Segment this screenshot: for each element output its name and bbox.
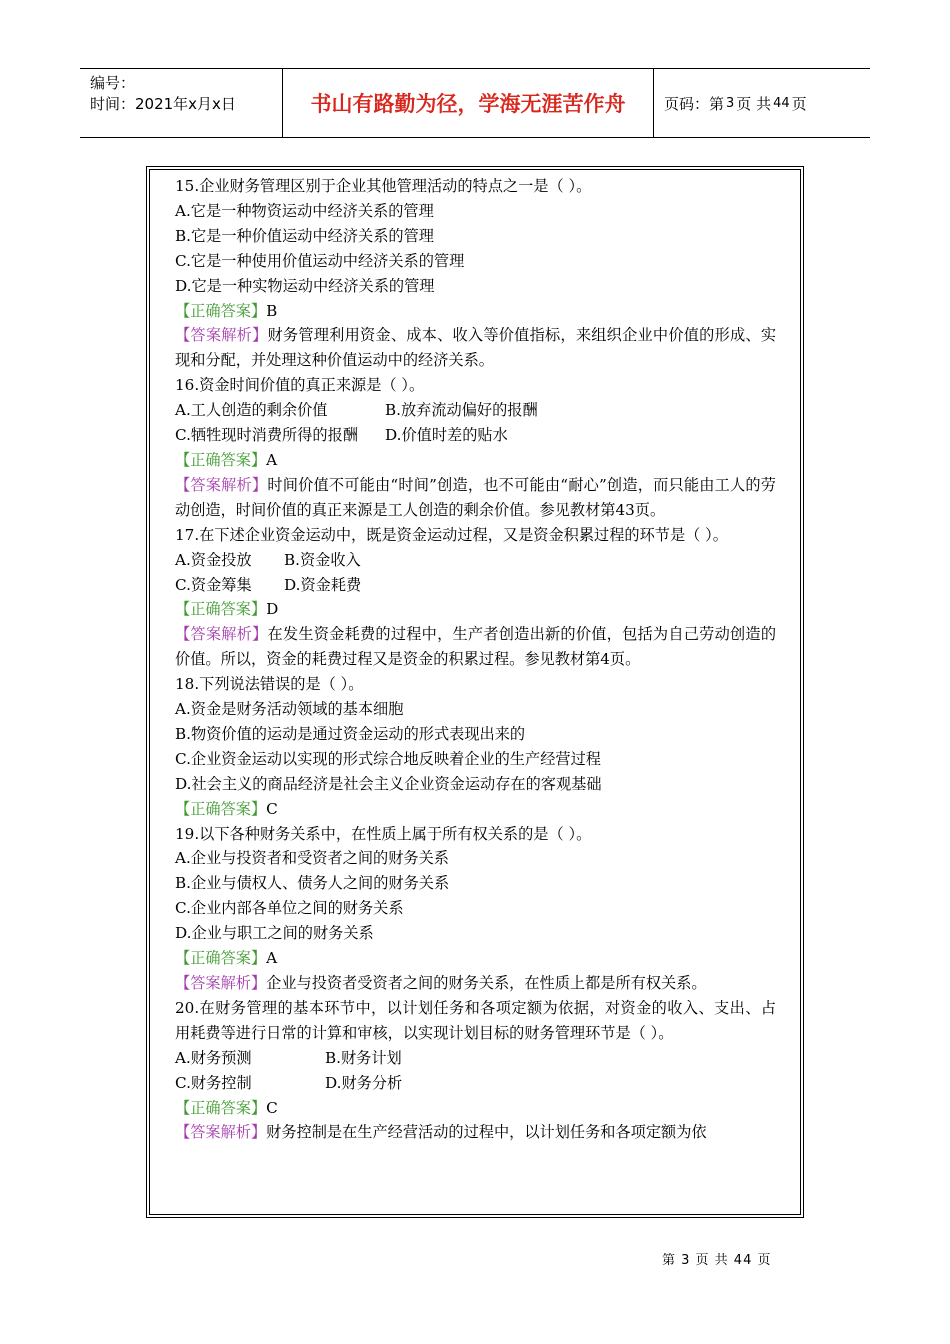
answer-value: A [266, 949, 278, 968]
explanation-label: 【答案解析】 [175, 974, 267, 992]
question-19: 19.以下各种财务关系中，在性质上属于所有权关系的是（ ）。 [175, 824, 592, 843]
explanation-text: 在发生资金耗费的过程中，生产者创造出新的价值，包括为自己劳动创造的价值。所以，资金的耗费过程又是资金的积累过程。参见教材第4页。 [175, 625, 777, 669]
answer-16 [175, 448, 776, 473]
options-16ab [175, 398, 776, 423]
page-suffix: 页 [791, 94, 807, 113]
header-meta-cell [80, 69, 283, 137]
page-indicator [654, 69, 870, 137]
header-table [80, 68, 870, 138]
answer-18 [175, 797, 776, 822]
explanation-19 [175, 971, 776, 996]
option-16a: A.工人创造的剩余价值 [175, 401, 328, 420]
option-19c: C.企业内部各单位之间的财务关系 [175, 899, 404, 918]
option-15a: A.它是一种物资运动中经济关系的管理 [175, 201, 434, 220]
explanation-label: 【答案解析】 [175, 1123, 267, 1142]
option-15b: B.它是一种价值运动中经济关系的管理 [175, 226, 434, 245]
option-15d: D.它是一种实物运动中经济关系的管理 [175, 276, 435, 295]
code-label: 编号： [90, 74, 136, 92]
options-17cd [175, 573, 776, 598]
explanation-text: 财务控制是在生产经营活动的过程中，以计划任务和各项定额为依 [266, 1123, 707, 1142]
explanation-label: 【答案解析】 [175, 326, 268, 345]
page-mid: 页 共 [736, 94, 772, 113]
options-20cd [175, 1071, 776, 1096]
page-prefix: 页码：第 [664, 94, 725, 113]
date-label: 时间：2021年x月x日 [90, 95, 236, 113]
explanation-17 [175, 622, 776, 672]
option-19a: A.企业与投资者和受资者之间的财务关系 [175, 849, 449, 868]
answer-label: 【正确答案】 [175, 1098, 267, 1117]
option-16b: B.放弃流动偏好的报酬 [385, 401, 538, 420]
explanation-label: 【答案解析】 [175, 625, 268, 644]
answer-value: C [266, 1098, 278, 1117]
explanation-text: 企业与投资者受资者之间的财务关系，在性质上都是所有权关系。 [266, 974, 707, 992]
option-17d: D.资金耗费 [284, 575, 362, 594]
answer-label: 【正确答案】 [175, 450, 267, 469]
option-19b: B.企业与债权人、债务人之间的财务关系 [175, 874, 450, 893]
answer-value: C [266, 799, 278, 818]
option-15c: C.它是一种使用价值运动中经济关系的管理 [175, 251, 465, 270]
question-20: 20.在财务管理的基本环节中，以计划任务和各项定额为依据，对资金的收入、支出、占用耗费等进行日常的计算和审核，以实现计划目标的财务管理环节是（ ）。 [175, 998, 776, 1042]
question-17: 17.在下述企业资金运动中，既是资金运动过程，又是资金积累过程的环节是（ ）。 [175, 525, 728, 544]
option-20a: A.财务预测 [175, 1048, 252, 1067]
option-17a: A.资金投放 [175, 550, 252, 569]
explanation-15 [175, 323, 776, 373]
content-box [146, 166, 804, 1218]
options-17ab [175, 548, 776, 573]
answer-19 [175, 946, 776, 971]
question-18: 18.下列说法错误的是（ ）。 [175, 675, 364, 694]
answer-label: 【正确答案】 [175, 799, 267, 818]
option-20c: C.财务控制 [175, 1073, 252, 1092]
explanation-20 [175, 1120, 776, 1145]
page-footer: 第 3 页 共 44 页 [662, 1253, 772, 1268]
option-17c: C.资金筹集 [175, 575, 252, 594]
option-18b: B.物资价值的运动是通过资金运动的形式表现出来的 [175, 724, 526, 743]
option-20d: D.财务分析 [325, 1073, 403, 1092]
question-15: 15.企业财务管理区别于企业其他管理活动的特点之一是（ ）。 [175, 177, 592, 195]
page-total: 44 [773, 95, 790, 111]
page-number: 3 [726, 95, 735, 111]
answer-15 [175, 299, 776, 324]
motto: 书山有路勤为径，学海无涯苦作舟 [283, 69, 654, 137]
explanation-label: 【答案解析】 [175, 475, 268, 494]
answer-label: 【正确答案】 [175, 301, 267, 320]
answer-label: 【正确答案】 [175, 600, 267, 619]
option-20b: B.财务计划 [325, 1048, 402, 1067]
explanation-text: 时间价值不可能由“时间”创造，也不可能由“耐心”创造，而只能由工人的劳动创造，时间价值的真正来源是工人创造的剩余价值。参见教材第43页。 [175, 475, 776, 519]
question-16: 16.资金时间价值的真正来源是（ ）。 [175, 376, 425, 395]
option-16c: C.牺牲现时消费所得的报酬 [175, 426, 358, 445]
option-19d: D.企业与职工之间的财务关系 [175, 924, 374, 943]
answer-17 [175, 597, 776, 622]
answer-label: 【正确答案】 [175, 949, 267, 968]
answer-value: D [266, 600, 279, 619]
option-18d: D.社会主义的商品经济是社会主义企业资金运动存在的客观基础 [175, 774, 602, 793]
option-16d: D.价值时差的贴水 [385, 426, 508, 445]
answer-value: A [266, 450, 278, 469]
answer-value: B [266, 301, 278, 320]
explanation-text: 财务管理利用资金、成本、收入等价值指标，来组织企业中价值的形成、实现和分配，并处理这种价值运动中的经济关系。 [175, 326, 777, 370]
options-16cd [175, 423, 776, 448]
option-18c: C.企业资金运动以实现的形式综合地反映着企业的生产经营过程 [175, 749, 601, 768]
option-18a: A.资金是财务活动领域的基本细胞 [175, 700, 404, 719]
options-20ab [175, 1046, 776, 1071]
content-inner [149, 169, 801, 1215]
option-17b: B.资金收入 [284, 550, 361, 569]
explanation-16 [175, 473, 776, 523]
answer-20 [175, 1096, 776, 1121]
